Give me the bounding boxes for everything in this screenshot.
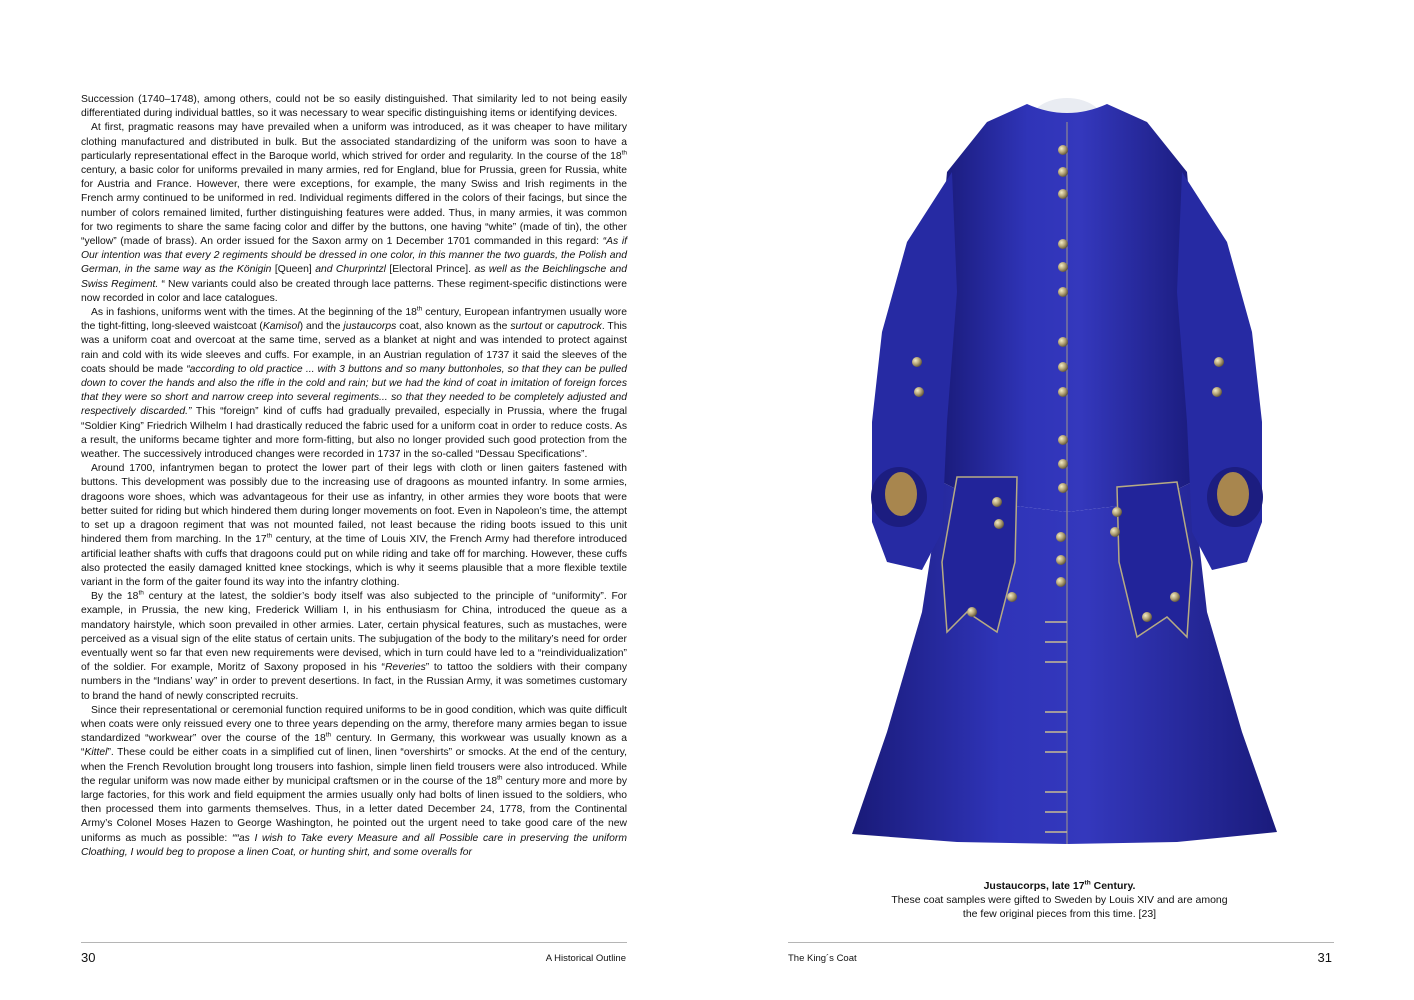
running-head: A Historical Outline — [545, 953, 626, 964]
photo-caption — [887, 879, 1232, 921]
running-head: The King´s Coat — [788, 953, 857, 964]
paragraph: Around 1700, infantrymen began to protect the lower part of their legs with cloth or linen gaiters fastened with buttons. This development was possibly due to the increasing use of dragoons as mounted infantry. In some armies, dragoons wore shoes, which was advantageous for their use as infantry, in other armies they wore boots that were better suited for riding but which hindered them during longer movements on foot. Even in Napoleon’s time, the attempt to set up a dragoon regiment that was not mounted failed, not least because the riding boots issued to this unit hindered them from marching. In the 17th century, at the time of Louis XIV, the French Army had therefore introduced artificial leather shafts with cuffs that dragoons could put on while riding and take off for marching. However, these cuffs also protected the easily damaged knitted knee stockings, which is why it seems plausible that a more flexible textile variant in the form of the gaiter found its way into the infantry clothing. — [81, 463, 627, 588]
footer-rule — [81, 942, 627, 943]
right-page — [707, 0, 1414, 1000]
paragraph: Since their representational or ceremonial function required uniforms to be in good condition, which was quite difficult when coats were only reissued every one to three years depending on the army, therefore many armies began to issue standardized “workwear” over the course of the 18th century. In Germany, this workwear was usually known as a “Kittel”. These could be either coats in a simplified cut of linen, linen “overshirts” or smocks. At the end of the century, when the French Revolution brought long trousers into fashion, simple linen field trousers were also introduced. While the regular uniform was now made either by municipal craftsmen or in the course of the 18th century more and more by large factories, for this work and field equipment the armies usually only had bolts of linen issued to the soldiers, who then processed them into garments themselves. Thus, in a letter dated December 24, 1778, from the Continental Army’s Colonel Moses Hazen to George Washington, he pointed out the urgent need to take good care of the new uniforms as much as possible: ““as I wish to Take every Measure and all Possible care in preserving the uniform Cloathing, I would beg to propose a linen Coat, or hunting shirt, and some overalls for — [81, 704, 627, 858]
paragraph: By the 18th century at the latest, the soldier’s body itself was also subjected to the principle of “uniformity”. For example, in Prussia, the new king, Frederick William I, in his enthusiasm for China, introduced the queue as a mandatory hairstyle, which soon prevailed in other armies. Later, certain physical features, such as mustaches, were perceived as a visual sign of the elite status of certain units. The subjugation of the body to the military’s need for order eventually went so far that even new requirements were devised, which in turn could have led to a “reindividualization” of the soldier. For example, Moritz of Saxony proposed in his “Reveries” to tattoo the soldiers with their company numbers in the “Indians’ way” in order to prevent desertions. In fact, in the Russian Army, it was sometimes customary to brand the hand of newly conscripted recruits. — [81, 589, 628, 702]
page-number: 30 — [81, 950, 96, 965]
caption-title: Justaucorps, late 17th Century. — [983, 879, 1136, 892]
paragraph: As in fashions, uniforms went with the times. At the beginning of the 18th century, European infantrymen usually wore the tight-fitting, long-sleeved waistcoat (Kamisol) and the justaucorps coat, also known as the surtout or caputrock. This was a uniform coat and overcoat at the same time, served as a blanket at night and was intended to protect against rain and cold with its wide sleeves and cuffs. For example, in an Austrian regulation of 1737 it said the sleeves of the coats should be made “according to old practice ... with 3 buttons and so many buttonholes, so that they can be pulled down to cover the hands and also the rifle in the cold and rain; but we had the kind of coat in imitation of foreign forces that they were so short and narrow creep into several regiments... so that they needed to be completely adjusted and respectively discarded.” This “foreign” kind of cuffs had gradually prevailed, especially in Prussia, where the frugal “Soldier King” Friedrich Wilhelm I had drastically reduced the fabric used for a uniform coat in order to reduce costs. As a result, the uniforms became tighter and more form-fitting, but also no longer provided such good protection from the weather. The successively introduced changes were recorded in 1737 in the so-called “Dessau Specifications”. — [81, 305, 627, 461]
paragraph: Succession (1740–1748), among others, could not be so easily distinguished. That similarity led to not being easily differentiated during individual battles, so it was necessary to wear specific distinguishing items or identifying devices. — [81, 94, 627, 120]
caption-text: These coat samples were gifted to Sweden by Louis XIV and are among the few original pieces from this time. [23] — [891, 894, 1228, 920]
footer-rule — [788, 942, 1334, 943]
paragraph: At first, pragmatic reasons may have prevailed when a uniform was introduced, as it was cheaper to have military clothing manufactured and distributed in bulk. But the associated standardizing of the uniform was soon to have a particularly representational effect in the Baroque world, which strived for order and regularity. In the course of the 18th century, a basic color for uniforms prevailed in many armies, red for England, blue for Prussia, green for Russia, white for Austria and France. However, there were exceptions, for example, the many Swiss and Irish regiments in the French army continued to be uniformed in red. Individual regiments differed in the colors of their facings, but since the number of colors remained limited, further distinguishing features were added. Thus, in many armies, it was common for two regiments to share the same facing color and differ by the buttons, one having “white” (made of tin), the other “yellow” (made of brass). An order issued for the Saxon army on 1 December 1701 commanded in this regard: “As if Our intention was that every 2 regiments should be dressed in one color, in this manner the two guards, the Polish and German, in the same way as the Königin [Queen] and Churprintzl [Electoral Prince]. as well as the Beichlingsche and Swiss Regiment. “ New variants could also be created through lace patterns. These regiment-specific distinctions were now recorded in color and lace catalogues. — [81, 122, 627, 304]
page-number: 31 — [1317, 950, 1332, 965]
body-text — [81, 93, 627, 860]
coat-photo — [847, 92, 1287, 867]
